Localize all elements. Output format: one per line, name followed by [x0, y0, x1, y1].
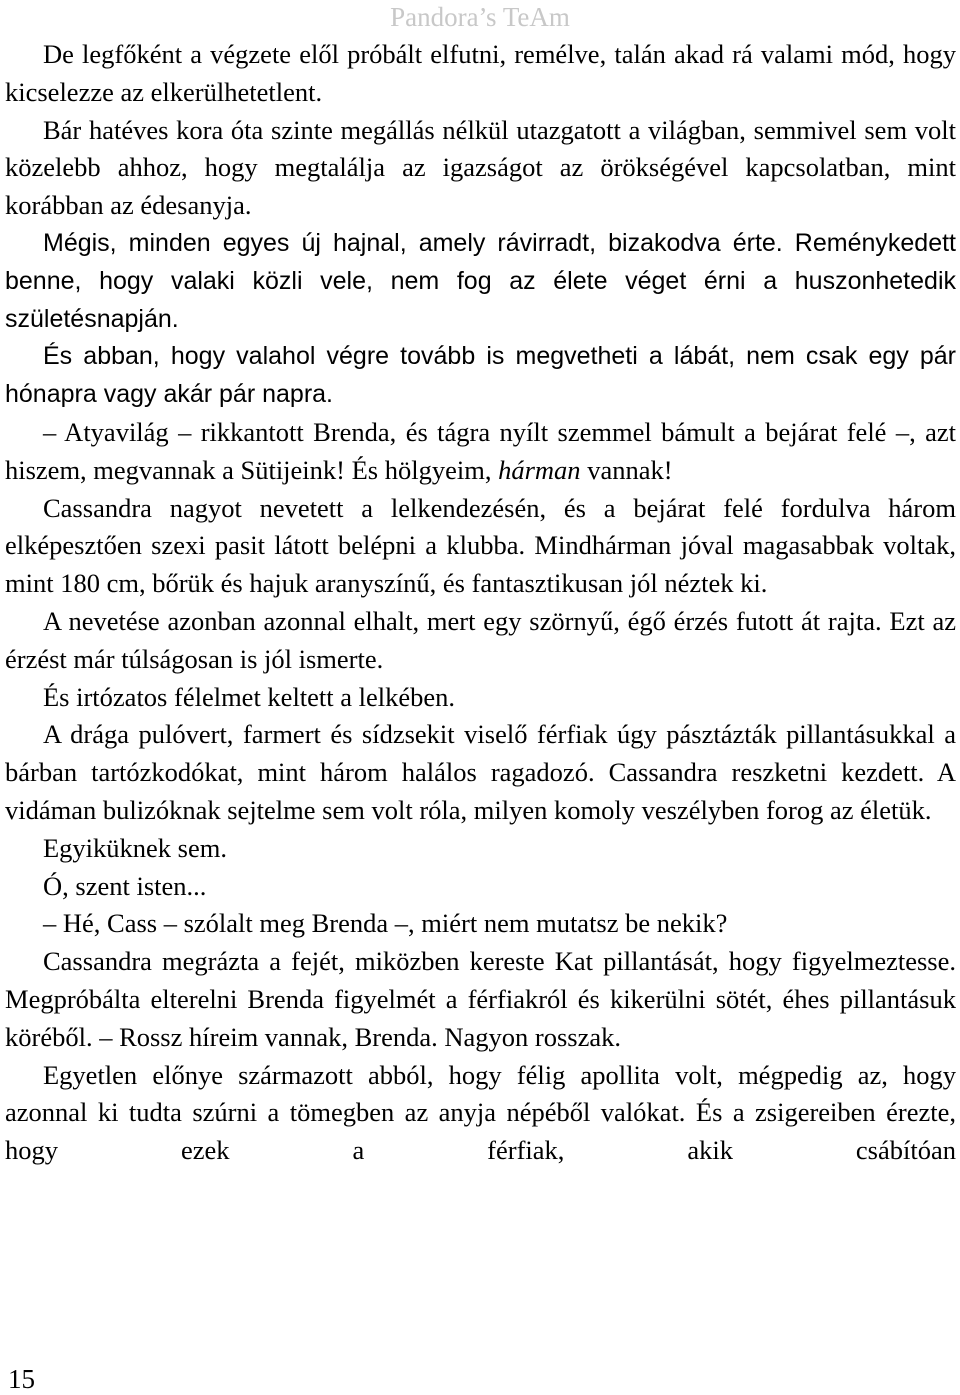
paragraph: És abban, hogy valahol végre tovább is megvetheti a lábát, nem csak egy pár hónapra vagy akár pár napra.	[5, 342, 956, 409]
header-watermark: Pandora’s TeAm	[390, 2, 570, 32]
paragraph: A nevetése azonban azonnal elhalt, mert egy szörnyű, égő érzés futott át rajta. Ezt az érzést már túlságosan is jól ismerte.	[5, 605, 956, 674]
paragraph: Mégis, minden egyes új hajnal, amely rávirradt, bizakodva érte. Reménykedett benne, hogy valaki közli vele, nem fog az élete véget érni a huszonhetedik születésnapján.	[5, 228, 956, 333]
dialogue-paragraph: – Hé, Cass – szólalt meg Brenda –, miért nem mutatsz be nekik?	[43, 908, 728, 939]
body-text	[5, 36, 956, 1170]
dialogue-text-end: vannak!	[580, 454, 673, 485]
paragraph: Bár hatéves kora óta szinte megállás nélkül utazgatott a világban, semmivel sem volt közelebb ahhoz, hogy megtalálja az igazságot az örökségével kapcsolatban, mint korábban az édesanyja.	[5, 114, 956, 221]
page-number: 15	[8, 1364, 35, 1394]
paragraph: Cassandra nagyot nevetett a lelkendezésén, és a bejárat felé fordulva három elképesztően szexi pasit látott belépni a klubba. Mindhárman jóval magasabbak voltak, mint 180 cm, bőrük és hajuk aranyszínű, és fantasztikusan jól néztek ki.	[5, 492, 956, 599]
paragraph: És irtózatos félelmet keltett a lelkében.	[43, 681, 456, 712]
paragraph: Ó, szent isten...	[43, 870, 207, 901]
paragraph: De legfőként a végzete elől próbált elfutni, remélve, talán akad rá valami mód, hogy kicselezze az elkerülhetetlent.	[5, 39, 956, 107]
dialogue-paragraph	[5, 414, 956, 490]
italic-emphasis: hárman	[498, 454, 581, 485]
paragraph: Egyiküknek sem.	[43, 832, 227, 863]
paragraph: A drága pulóvert, farmert és sídzsekit viselő férfiak úgy pásztázták pillantásukkal a bárban tartózkodókat, mint három halálos ragadozó. Cassandra reszketni kezdett. A vidáman bulizóknak sejtelme sem volt róla, milyen komoly veszélyben forog az életük.	[5, 719, 956, 825]
paragraph: Cassandra megrázta a fejét, miközben kereste Kat pillantását, hogy figyelmeztesse. Megpróbálta elterelni Brenda figyelmét a férfiakról és kikerülni sötét, éhes pillantásuk köréből. – Rossz híreim vannak, Brenda. Nagyon rosszak.	[5, 946, 956, 1052]
dialogue-text: – Atyavilág – rikkantott Brenda, és tágra nyílt szemmel bámult a bejárat felé –, azt hiszem, megvannak a Sütijeink! És hölgyeim,	[5, 416, 956, 485]
paragraph: Egyetlen előnye származott abból, hogy félig apollita volt, mégpedig az, hogy azonnal ki tudta szúrni a tömegben az anyja népéből valókat. És a zsigereiben érezte, hogy ezek a férfiak, akik csábítóan	[5, 1059, 956, 1166]
